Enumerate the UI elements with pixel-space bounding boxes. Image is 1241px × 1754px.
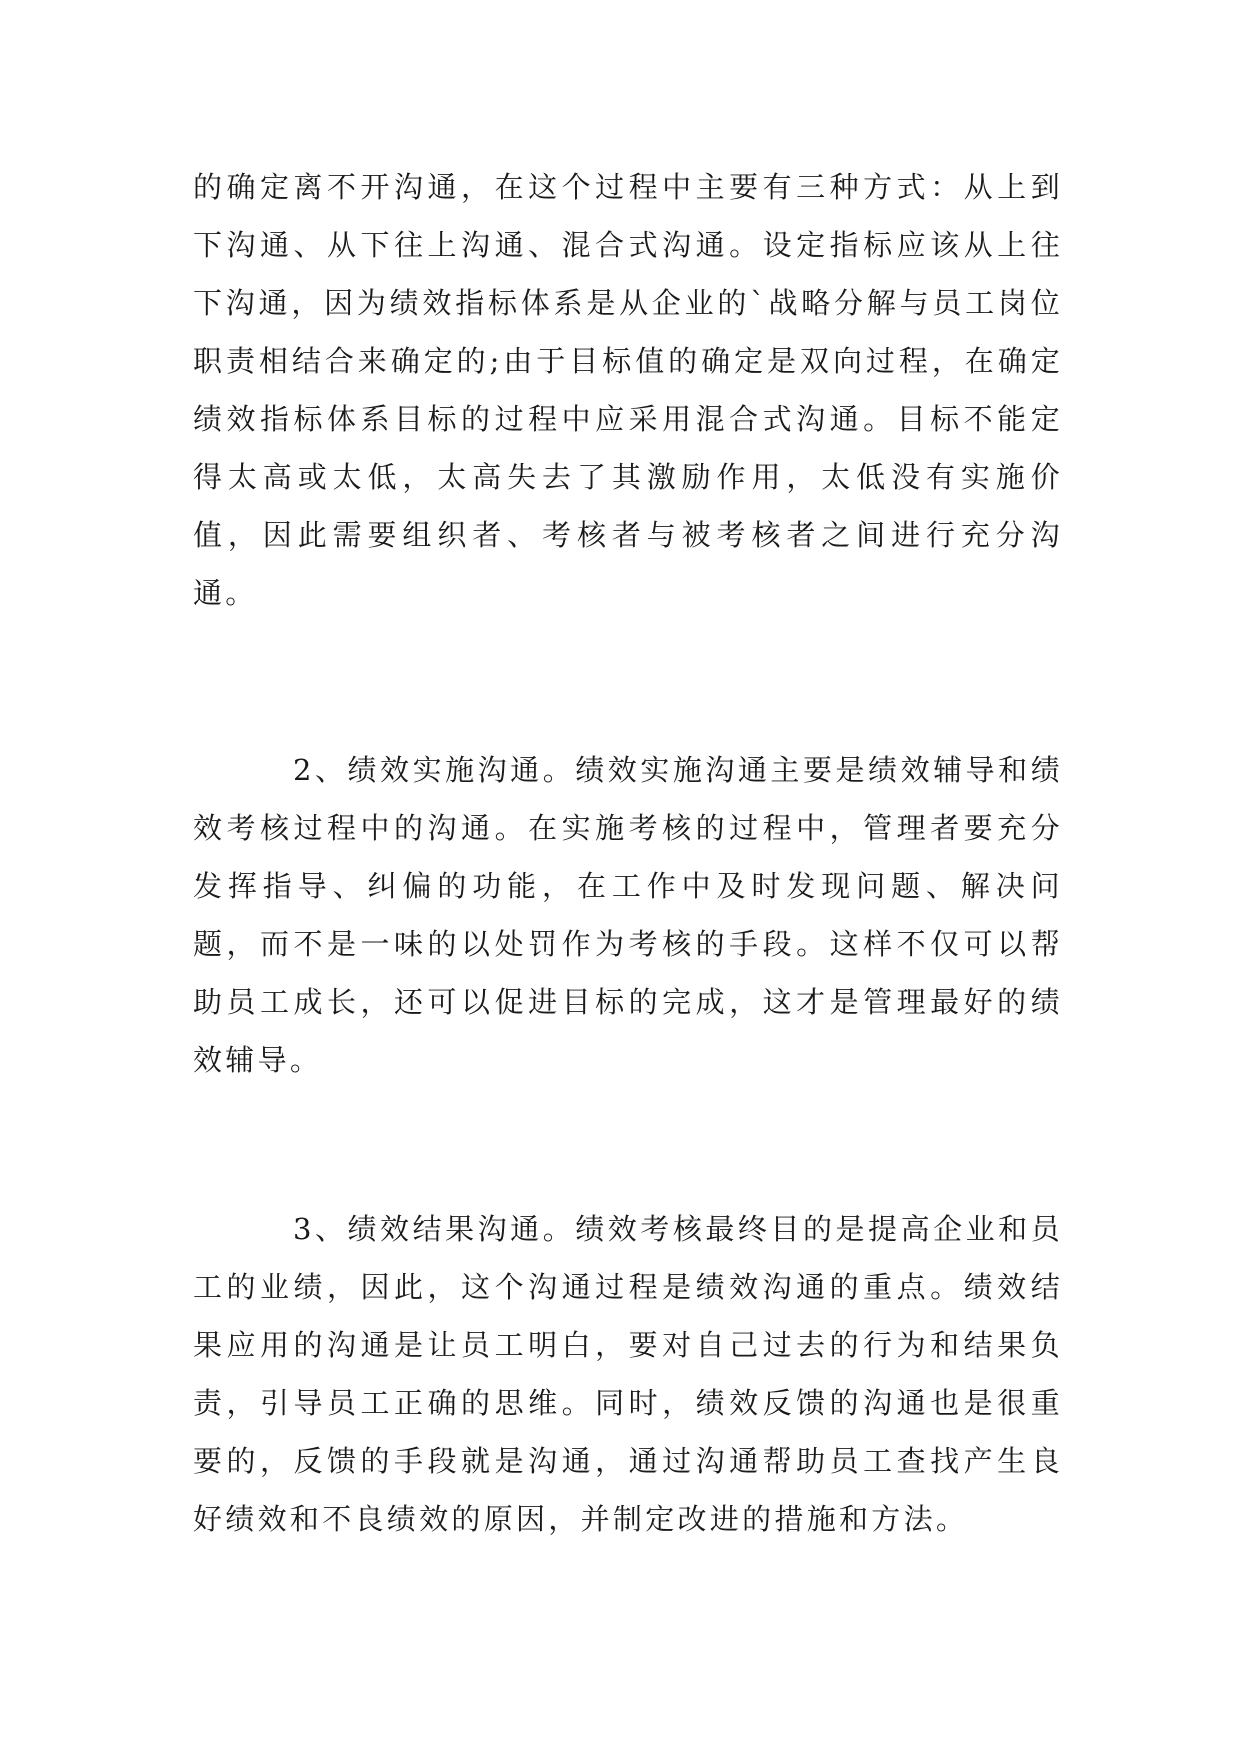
paragraph-implementation-communication: 2、绩效实施沟通。绩效实施沟通主要是绩效辅导和绩效考核过程中的沟通。在实施考核的过程中，管理者要充分发挥指导、纠偏的功能，在工作中及时发现问题、解决问题，而不是一味的以处罚作为考核的手段。这样不仅可以帮助员工成长，还可以促进目标的完成，这才是管理最好的绩效辅导。 [193, 753, 1063, 1077]
paragraph-result-communication: 3、绩效结果沟通。绩效考核最终目的是提高企业和员工的业绩，因此，这个沟通过程是绩效沟通的重点。绩效结果应用的沟通是让员工明白，要对自己过去的行为和结果负责，引导员工正确的思维。同时，绩效反馈的沟通也是很重要的，反馈的手段就是沟通，通过沟通帮助员工查找产生良好绩效和不良绩效的原因，并制定改进的措施和方法。 [193, 1212, 1063, 1536]
paragraph-goal-communication: 的确定离不开沟通，在这个过程中主要有三种方式：从上到下沟通、从下往上沟通、混合式沟通。设定指标应该从上往下沟通，因为绩效指标体系是从企业的`战略分解与员工岗位职责相结合来确定的;由于目标值的确定是双向过程，在确定绩效指标体系目标的过程中应采用混合式沟通。目标不能定得太高或太低，太高失去了其激励作用，太低没有实施价值，因此需要组织者、考核者与被考核者之间进行充分沟通。 [193, 170, 1063, 610]
